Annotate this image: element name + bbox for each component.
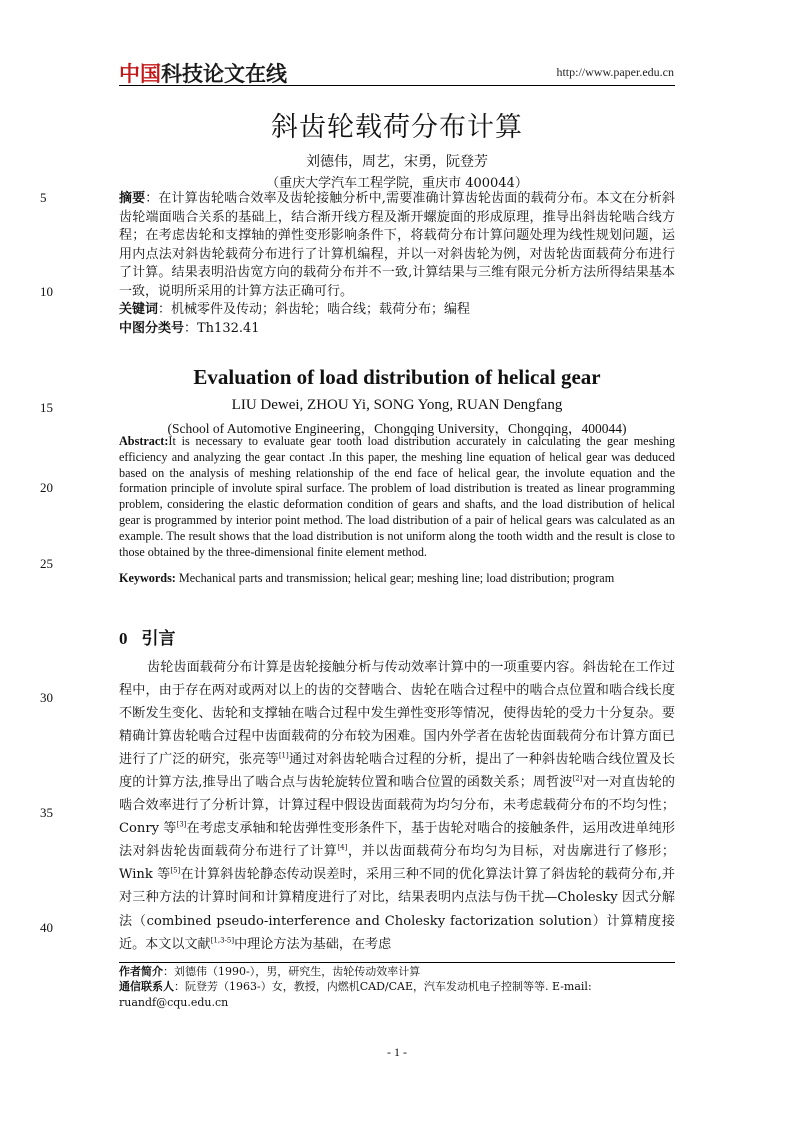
intro-text: 对一对直齿轮的啮合效率进行了分析计算，计算过程中假设齿面载荷为均匀分布，未考虑载荷分布的不均匀性；Conry 等	[119, 775, 675, 837]
citation-ref[interactable]: [1]	[278, 751, 289, 760]
abstract-en-label: Abstract:	[119, 434, 169, 448]
abstract-cn	[119, 190, 675, 302]
section-title: 引言	[141, 629, 176, 649]
keywords-cn-label: 关键词	[119, 302, 159, 317]
footnote-contact	[119, 979, 675, 1010]
intro-text: 齿轮齿面载荷分布计算是齿轮接触分析与传动效率计算中的一项重要内容。斜齿轮在工作过程中，由于存在两对或两对以上的齿的交替啮合、齿轮在啮合过程中的啮合点位置和啮合线长度不断发生变化、齿轮和支撑轴在啮合过程中发生弹性变形等情况，使得齿轮的受力十分复杂。要精确计算齿轮啮合过程中齿面载荷的分布较为困难。国内外学者在齿轮齿面载荷分布计算方面已进行了广泛的研究，张亮等	[119, 660, 675, 768]
keywords-en-label: Keywords:	[119, 571, 176, 585]
keywords-cn-text: ：机械零件及传动；斜齿轮；啮合线；载荷分布；编程	[158, 302, 471, 317]
abstract-cn-label: 摘要	[119, 191, 146, 206]
authors-en: LIU Dewei, ZHOU Yi, SONG Yong, RUAN Dengfang	[231, 397, 563, 413]
affiliation-cn: （重庆大学汽车工程学院，重庆市 400044）	[266, 176, 528, 191]
header-url[interactable]: http://www.paper.edu.cn	[556, 65, 674, 79]
intro-paragraph	[119, 656, 675, 956]
abstract-cn-text: ：在计算齿轮啮合效率及齿轮接触分析中,需要准确计算齿轮齿面的载荷分布。本文在分析斜齿轮端面啮合关系的基础上，结合渐开线方程及渐开螺旋面的形成原理，推导出斜齿轮啮合线方程；在考虑齿轮和支撑轴的弹性变形影响条件下，将载荷分布计算问题处理为线性规划问题，运用内点法对斜齿轮载荷分布进行了计算机编程，并以一对斜齿轮为例，对齿轮齿面载荷分布进行了计算。结果表明沿齿宽方向的载荷分布并不一致,计算结果与三维有限元分析方法所得结果基本一致，说明所采用的计算方法正确可行。	[119, 191, 675, 299]
citation-ref[interactable]: [5]	[170, 867, 181, 876]
line-number: 30	[40, 690, 53, 705]
header-divider	[119, 85, 675, 86]
citation-ref[interactable]: [4]	[337, 844, 348, 853]
line-number: 10	[40, 284, 53, 299]
line-number: 25	[40, 556, 53, 571]
footnote-author-text: ：刘德伟（1990-），男，研究生，齿轮传动效率计算	[163, 965, 421, 978]
keywords-cn	[119, 301, 675, 320]
section-heading	[119, 624, 176, 649]
line-number: 20	[40, 480, 53, 495]
affiliation-en: (School of Automotive Engineering，Chongqing University，Chongqing，400044)	[167, 421, 627, 436]
citation-ref[interactable]: [1,3-5]	[210, 936, 235, 945]
logo-red-text: 中国	[119, 62, 161, 86]
logo-black-text: 科技论文在线	[161, 62, 287, 86]
footnote-contact-label: 通信联系人	[119, 980, 174, 993]
citation-ref[interactable]: [2]	[572, 774, 583, 783]
line-number: 15	[40, 400, 53, 415]
paper-title-cn: 斜齿轮载荷分布计算	[271, 112, 523, 143]
clc-number	[119, 320, 675, 339]
footnote-contact-text: ：阮登芳（1963-）女，教授，内燃机CAD/CAE，汽车发动机电子控制等等. E-mail: ruandf@cqu.edu.cn	[119, 980, 592, 1009]
citation-ref[interactable]: [3]	[176, 820, 187, 829]
abstract-en	[119, 434, 675, 560]
footnote-divider	[119, 962, 675, 963]
paper-title-en: Evaluation of load distribution of helical gear	[193, 365, 601, 389]
intro-text: 在计算斜齿轮静态传动误差时，采用三种不同的优化算法计算了斜齿轮的载荷分布,并对三种方法的计算时间和计算精度进行了对比，结果表明内点法与伪干扰—Cholesky 因式分解法（combined pseudo-interference and Cholesky factorization solution）计算精度接近。本文以文献	[119, 867, 675, 952]
intro-text: 中理论方法为基础，在考虑	[234, 936, 392, 952]
line-number: 35	[40, 805, 53, 820]
line-number: 5	[40, 190, 47, 205]
footnote-author-label: 作者简介	[119, 965, 163, 978]
abstract-en-text: It is necessary to evaluate gear tooth load distribution accurately in calculating the gear meshing efficiency and analyzing the gear contact .In this paper, the meshing line equation of helical gear was deduced based on the analysis of meshing relationship of the end face of helical gear, the involute equation and the formation principle of involute spiral surface. The problem of load distribution is treated as linear programming problem, considering the elastic deformation condition of gears and shafts, and the load distribution of helical gear is programmed by interior point method. The load distribution of a pair of helical gears was calculated as an example. The result shows that the load distribution is not uniform along the tooth width and the result is close to those obtained by the three-dimensional finite element method.	[119, 434, 675, 559]
line-number: 40	[40, 920, 53, 935]
intro-text: ，并以齿面载荷分布均匀为目标，对齿廓进行了修形；Wink 等	[119, 844, 676, 883]
section-number: 0	[119, 629, 128, 648]
site-logo	[119, 58, 287, 88]
page-number: - 1 -	[387, 1045, 407, 1059]
authors-cn: 刘德伟，周艺，宋勇，阮登芳	[306, 154, 488, 170]
intro-text: 在考虑支承轴和轮齿弹性变形条件下，基于齿轮对啮合的接触条件，运用改进单纯形法对斜齿轮齿面载荷分布进行了计算	[119, 821, 676, 860]
footnote-author	[119, 964, 675, 980]
keywords-en-text: Mechanical parts and transmission; helical gear; meshing line; load distribution; program	[175, 571, 615, 585]
clc-text: ：Th132.41	[184, 321, 260, 336]
keywords-en	[119, 571, 675, 587]
intro-text: 通过对斜齿轮啮合过程的分析，提出了一种斜齿轮啮合线位置及长度的计算方法,推导出了啮合点与齿轮旋转位置和啮合位置的函数关系；周哲波	[119, 752, 675, 791]
clc-label: 中图分类号	[119, 321, 185, 336]
